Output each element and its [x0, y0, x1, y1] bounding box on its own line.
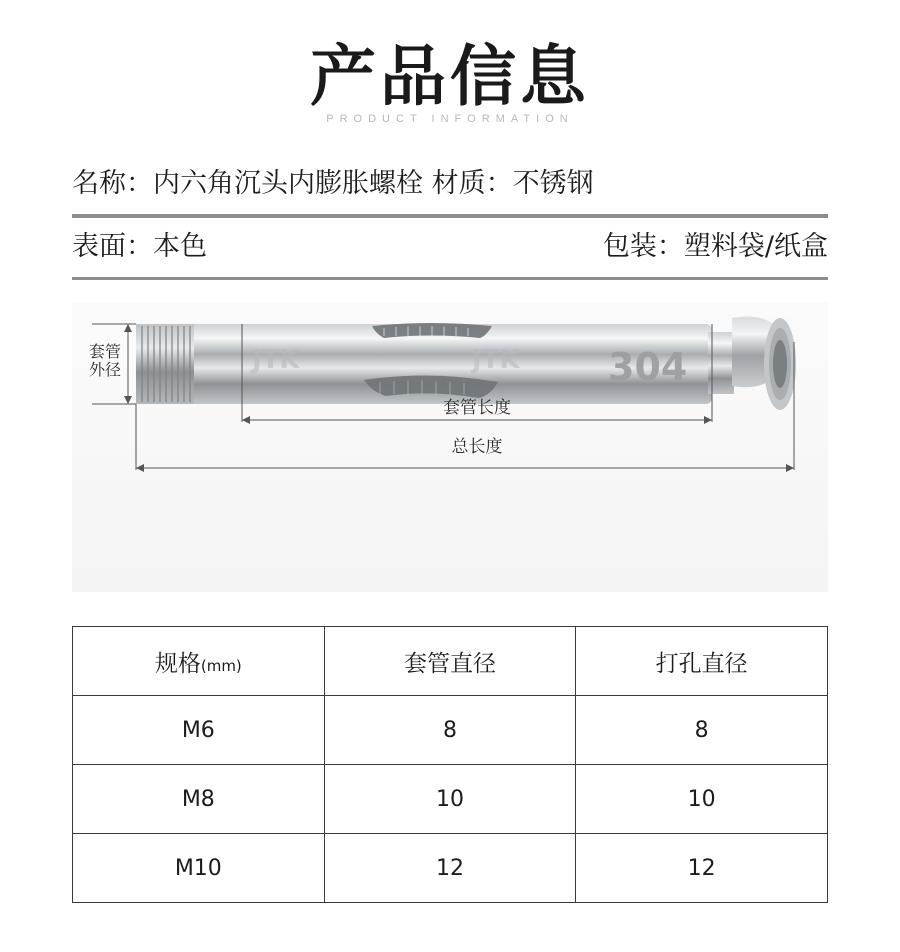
cell-sleeve-diameter: 10 — [324, 765, 576, 834]
spec-table — [72, 626, 828, 903]
cell-drill-diameter: 12 — [576, 834, 828, 903]
cell-spec: M8 — [73, 765, 325, 834]
dim-label-sleeve-length: 套管长度 — [443, 398, 511, 419]
dim-label-sleeve-outer-diameter — [80, 343, 130, 379]
table-row — [73, 834, 828, 903]
info-package-text: 包装：塑料袋/纸盒 — [602, 231, 828, 263]
dim-label-total-length: 总长度 — [451, 437, 503, 458]
cell-sleeve-diameter: 8 — [324, 696, 576, 765]
info-divider-2 — [72, 277, 828, 280]
info-row-surface-package — [72, 218, 828, 277]
page-title: 产品信息 — [310, 38, 590, 115]
table-header-spec — [73, 627, 325, 696]
dim-label-sleeve-od-line2: 外径 — [88, 360, 121, 380]
svg-text:JTK: JTK — [252, 345, 300, 376]
info-name-material-text: 名称：内六角沉头内膨胀螺栓 材质：不锈钢 — [72, 168, 594, 200]
cell-spec: M10 — [73, 834, 325, 903]
product-info-block — [72, 155, 828, 280]
table-header-sleeve-diameter: 套管直径 — [324, 627, 576, 696]
info-surface-text: 表面：本色 — [72, 231, 207, 263]
product-diagram — [72, 302, 828, 592]
cell-drill-diameter: 8 — [576, 696, 828, 765]
cell-drill-diameter: 10 — [576, 765, 828, 834]
table-header-spec-unit: (mm) — [200, 656, 242, 675]
page-subtitle: PRODUCT INFORMATION — [326, 113, 574, 126]
svg-text:JTK: JTK — [472, 345, 520, 376]
cell-sleeve-diameter: 12 — [324, 834, 576, 903]
table-header-spec-text: 规格 — [154, 650, 201, 677]
dim-label-sleeve-od-line1: 套管 — [88, 342, 121, 362]
table-header-row — [73, 627, 828, 696]
engraving-304: 304 — [608, 345, 688, 390]
table-row — [73, 765, 828, 834]
info-row-name-material — [72, 155, 828, 214]
page-header — [0, 0, 900, 125]
table-header-drill-diameter: 打孔直径 — [576, 627, 828, 696]
cell-spec: M6 — [73, 696, 325, 765]
table-row — [73, 696, 828, 765]
